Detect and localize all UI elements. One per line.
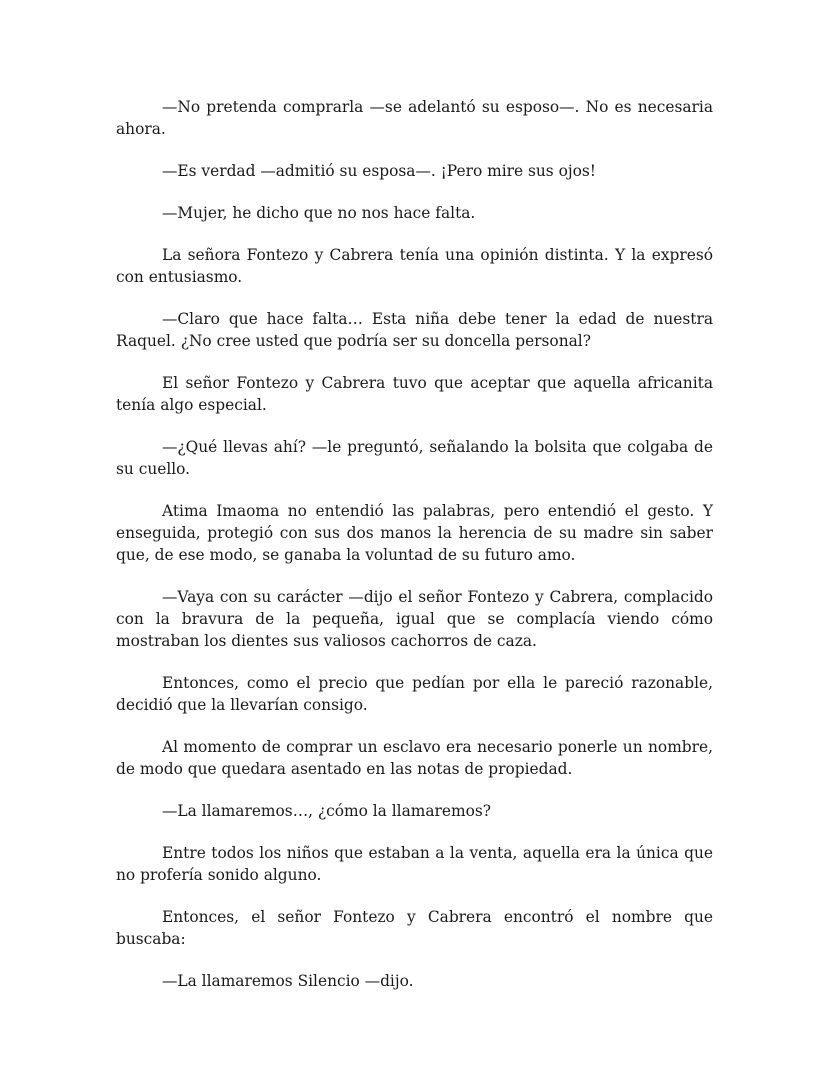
paragraph-14: Entonces, el señor Fontezo y Cabrera encontró el nombre que buscaba: bbox=[116, 908, 713, 948]
paragraph-6: El señor Fontezo y Cabrera tuvo que aceptar que aquella africanita tenía algo especial. bbox=[116, 374, 713, 414]
paragraph-13: Entre todos los niños que estaban a la venta, aquella era la única que no profería sonido alguno. bbox=[116, 844, 713, 884]
paragraph-5: —Claro que hace falta… Esta niña debe tener la edad de nuestra Raquel. ¿No cree usted que podría ser su doncella personal? bbox=[116, 310, 713, 350]
paragraph-12: —La llamaremos…, ¿cómo la llamaremos? bbox=[162, 802, 492, 820]
paragraph-8: Atima Imaoma no entendió las palabras, pero entendió el gesto. Y enseguida, protegió con sus dos manos la herencia de su madre sin saber que, de ese modo, se ganaba la voluntad de su futuro amo. bbox=[116, 502, 713, 564]
paragraph-10: Entonces, como el precio que pedían por ella le pareció razonable, decidió que la llevarían consigo. bbox=[116, 674, 713, 714]
paragraph-2: —Es verdad —admitió su esposa—. ¡Pero mire sus ojos! bbox=[162, 162, 596, 180]
paragraph-3: —Mujer, he dicho que no nos hace falta. bbox=[162, 204, 476, 222]
paragraph-7: —¿Qué llevas ahí? —le preguntó, señalando la bolsita que colgaba de su cuello. bbox=[116, 438, 713, 478]
paragraph-15: —La llamaremos Silencio —dijo. bbox=[162, 972, 414, 990]
paragraph-1: —No pretenda comprarla —se adelantó su esposo—. No es necesaria ahora. bbox=[116, 98, 713, 138]
paragraph-9: —Vaya con su carácter —dijo el señor Fontezo y Cabrera, complacido con la bravura de la pequeña, igual que se complacía viendo cómo mostraban los dientes sus valiosos cachorros de caza. bbox=[116, 588, 713, 650]
paragraph-11: Al momento de comprar un esclavo era necesario ponerle un nombre, de modo que quedara asentado en las notas de propiedad. bbox=[116, 738, 713, 778]
paragraph-4: La señora Fontezo y Cabrera tenía una opinión distinta. Y la expresó con entusiasmo. bbox=[116, 246, 713, 286]
document-page bbox=[116, 96, 713, 992]
